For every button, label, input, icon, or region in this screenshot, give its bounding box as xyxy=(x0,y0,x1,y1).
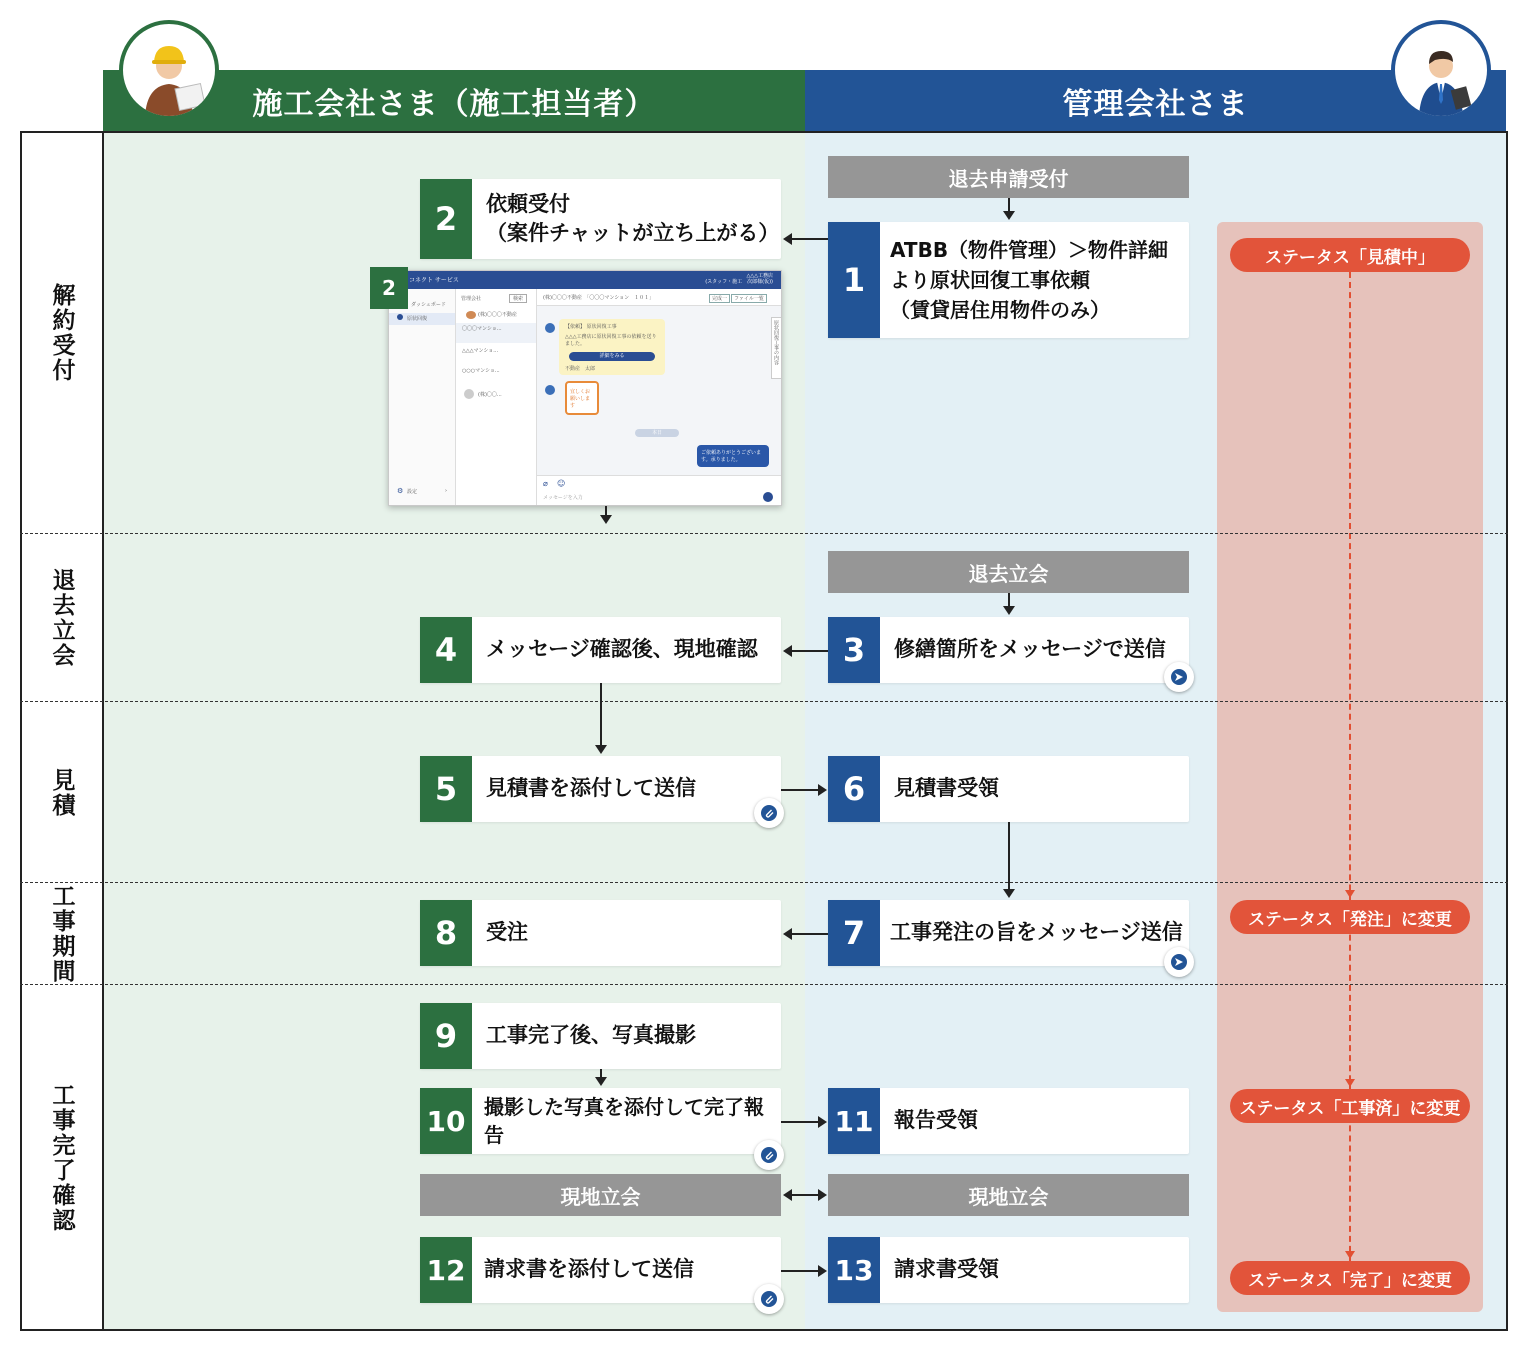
screenshot-message-sender: 不動産 太郎 xyxy=(565,366,596,372)
step-text: 工事発注の旨をメッセージ送信 xyxy=(890,920,1183,945)
step-text-line: 依頼受付 xyxy=(486,191,570,216)
screenshot-chat-button: 完成一 xyxy=(709,294,730,303)
screenshot-list-item: 〇〇〇マンショ... xyxy=(462,326,502,332)
step-number: 1 xyxy=(828,222,880,338)
step-11 xyxy=(828,1088,1189,1154)
step-text: 請求書を添付して送信 xyxy=(484,1257,694,1282)
gear-icon: ⚙ xyxy=(397,487,404,495)
status-arrow-head xyxy=(1345,890,1355,898)
paperclip-icon: ⌀ xyxy=(543,479,548,488)
arrow-head xyxy=(818,784,827,796)
screenshot-input-area xyxy=(537,475,782,506)
arrow-head xyxy=(595,745,607,754)
step-text: 見積書を添付して送信 xyxy=(486,776,696,801)
step-2 xyxy=(420,179,781,259)
screenshot-username: (スタッフ・施工 次郎様(仮)) xyxy=(705,279,773,285)
step-text-line: より原状回復工事依頼 xyxy=(890,268,1090,292)
contractor-header-title: 施工会社さま（施工担当者） xyxy=(252,87,656,122)
arrow-line xyxy=(792,1194,818,1196)
step-number: 11 xyxy=(828,1088,880,1154)
screenshot-chat-button: ファイル一覧 xyxy=(731,294,767,303)
status-arrow-head xyxy=(1345,1251,1355,1259)
step-number: 9 xyxy=(420,1003,472,1069)
construction-worker-avatar xyxy=(119,20,219,120)
step-8 xyxy=(420,900,781,966)
step-text xyxy=(880,235,1168,325)
smile-icon: ☺ xyxy=(557,479,566,488)
phase-cancellation xyxy=(22,133,102,533)
phase-label: 工事完了確認 xyxy=(48,1082,75,1233)
step-text-line: （案件チャットが立ち上がる） xyxy=(486,221,780,245)
screenshot-request-message xyxy=(559,319,665,375)
chat-screenshot xyxy=(388,270,782,506)
arrow-line xyxy=(600,683,602,746)
step-text-line: ATBB（物件管理）＞物件詳細 xyxy=(890,238,1169,262)
arrow-line xyxy=(1008,593,1010,607)
screenshot-sidebar-item: 原状回復 xyxy=(407,316,428,322)
phase-divider xyxy=(20,533,1508,534)
arrow-line xyxy=(792,238,828,240)
screenshot-sticker xyxy=(565,381,599,415)
phase-label: 工事期間 xyxy=(48,884,75,984)
paperclip-icon xyxy=(754,798,784,828)
screenshot-sidebar-settings: 設定 xyxy=(407,489,418,495)
onsite-inspection-right-bar: 現地立会 xyxy=(828,1174,1189,1216)
move-out-inspection-bar: 退去立会 xyxy=(828,551,1189,593)
screenshot-list-item: △△△マンショ... xyxy=(462,348,499,354)
arrow-head xyxy=(1003,889,1015,898)
screenshot-detail-button: 詳細をみる xyxy=(569,352,655,361)
onsite-inspection-left-bar: 現地立会 xyxy=(420,1174,781,1216)
phase-divider xyxy=(20,701,1508,702)
step-number: 10 xyxy=(420,1088,472,1154)
businessman-avatar xyxy=(1391,20,1491,120)
screenshot-list-header: 管理会社 xyxy=(461,296,482,302)
step-text: メッセージ確認後、現地確認 xyxy=(486,637,758,662)
step-4 xyxy=(420,617,781,683)
status-ordered: ステータス「発注」に変更 xyxy=(1230,900,1470,934)
phase-completion xyxy=(22,986,102,1329)
screenshot-app-title: コネクト サービス xyxy=(409,277,459,284)
step-5 xyxy=(420,756,781,822)
arrow-head xyxy=(783,645,792,657)
status-construction-done: ステータス「工事済」に変更 xyxy=(1230,1089,1470,1123)
step-7 xyxy=(828,900,1189,966)
screenshot-company-logo xyxy=(466,311,476,319)
screenshot-company: △△△工務店 xyxy=(746,273,773,279)
arrow-line xyxy=(792,933,828,935)
arrow-line xyxy=(781,1121,818,1123)
screenshot-message-title: 【依頼】 原状回復工事 xyxy=(565,324,617,330)
arrow-line xyxy=(1008,198,1010,212)
screenshot-sticker-text: 宜しくお願いします xyxy=(570,389,591,409)
step-text: 報告受領 xyxy=(894,1108,978,1133)
step-number: 6 xyxy=(828,756,880,822)
phase-construction xyxy=(22,884,102,984)
phase-divider xyxy=(20,984,1508,985)
arrow-head xyxy=(783,233,792,245)
screenshot-sidebar xyxy=(389,289,456,506)
screenshot-list-item: ○○○マンショ... xyxy=(462,368,500,374)
arrow-head xyxy=(818,1265,827,1277)
move-out-request-bar: 退去申請受付 xyxy=(828,156,1189,198)
step-text: 請求書受領 xyxy=(894,1257,999,1282)
screenshot-home-icon xyxy=(397,314,403,320)
screenshot-message-body: △△△工務店に原状回復工事の依頼を送りました。 xyxy=(565,334,657,347)
arrow-head xyxy=(595,1077,607,1086)
screenshot-side-tab-label: 原状回復工事の内容 xyxy=(773,320,779,365)
phase-label: 解約受付 xyxy=(48,283,75,383)
status-complete: ステータス「完了」に変更 xyxy=(1230,1261,1470,1295)
step-13 xyxy=(828,1237,1189,1303)
step-text: 工事完了後、写真撮影 xyxy=(486,1023,696,1048)
arrow-line xyxy=(792,650,828,652)
screenshot-avatar xyxy=(464,389,474,399)
step-9 xyxy=(420,1003,781,1069)
status-estimating: ステータス「見積中」 xyxy=(1230,238,1470,272)
step-1 xyxy=(828,222,1189,338)
step-text: 撮影した写真を添付して完了報告 xyxy=(484,1095,764,1147)
step-text-line: （賃貸居住用物件のみ） xyxy=(890,298,1110,322)
screenshot-reply-message xyxy=(697,445,769,467)
screenshot-step-badge: 2 xyxy=(370,267,408,309)
arrow-head xyxy=(818,1189,827,1201)
screenshot-side-tab xyxy=(771,317,782,379)
step-number: 5 xyxy=(420,756,472,822)
step-number: 3 xyxy=(828,617,880,683)
screenshot-sender-avatar xyxy=(545,323,555,333)
arrow-line xyxy=(781,789,818,791)
screenshot-user xyxy=(705,273,773,285)
screenshot-reply-text: ご依頼ありがとうございます。承りました。 xyxy=(701,450,762,463)
arrow-head xyxy=(783,1189,792,1201)
step-number: 2 xyxy=(420,179,472,259)
phase-move-out xyxy=(22,535,102,701)
screenshot-chat-pane xyxy=(537,289,782,506)
step-number: 7 xyxy=(828,900,880,966)
step-text: 見積書受領 xyxy=(894,776,999,801)
send-icon xyxy=(1164,662,1194,692)
screenshot-sidebar-dashboard: ダッシュボード xyxy=(411,302,446,308)
step-number: 4 xyxy=(420,617,472,683)
paperclip-icon xyxy=(754,1284,784,1314)
screenshot-header xyxy=(389,271,781,289)
screenshot-sender-avatar xyxy=(545,385,555,395)
manager-header-title: 管理会社さま xyxy=(1062,87,1249,122)
step-text: 受注 xyxy=(486,920,528,945)
arrow-line xyxy=(1008,822,1010,890)
screenshot-list-item: (株)〇〇... xyxy=(478,392,502,398)
phase-label: 見積 xyxy=(48,767,75,818)
status-arrow-head xyxy=(1345,1079,1355,1087)
arrow-line xyxy=(781,1270,818,1272)
screenshot-list-company: (株)〇〇〇不動産 xyxy=(478,312,517,318)
step-6 xyxy=(828,756,1189,822)
screenshot-chat-title: (株)〇〇〇不動産 「〇〇〇マンション １０１」 xyxy=(543,295,655,301)
screenshot-message-input: メッセージを入力 xyxy=(543,495,583,501)
chevron-right-icon: › xyxy=(445,488,447,494)
screenshot-date-chip: 本日 xyxy=(635,429,679,437)
screenshot-chat-list xyxy=(456,289,537,506)
step-number: 12 xyxy=(420,1237,472,1303)
arrow-head xyxy=(818,1116,827,1128)
step-3 xyxy=(828,617,1189,683)
arrow-head xyxy=(1003,211,1015,220)
paperclip-icon xyxy=(754,1140,784,1170)
arrow-head xyxy=(600,515,612,524)
step-10 xyxy=(420,1088,781,1154)
send-icon xyxy=(1164,947,1194,977)
step-text xyxy=(472,190,779,249)
step-number: 13 xyxy=(828,1237,880,1303)
step-12 xyxy=(420,1237,781,1303)
step-number: 8 xyxy=(420,900,472,966)
phase-label: 退去立会 xyxy=(48,568,75,668)
arrow-head xyxy=(1003,606,1015,615)
step-text: 修繕箇所をメッセージで送信 xyxy=(894,637,1166,662)
phase-divider xyxy=(20,882,1508,883)
screenshot-search-button: 検索 xyxy=(509,294,527,303)
send-icon xyxy=(763,492,773,502)
phase-estimate xyxy=(22,703,102,882)
arrow-head xyxy=(783,928,792,940)
